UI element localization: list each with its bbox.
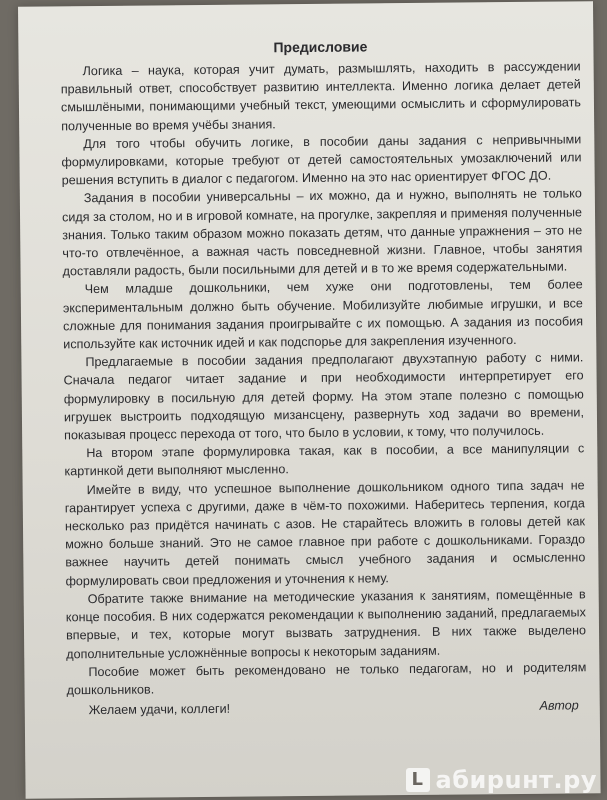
paragraph-6: На втором этапе формулировка такая, как в пособии, а все манипуляции с картинкой дети выполняют мысленно.	[64, 441, 585, 479]
watermark	[406, 766, 597, 794]
page-content	[60, 35, 586, 719]
closing-greeting: Желаем удачи, коллеги!	[88, 701, 231, 718]
closing-row	[67, 696, 587, 719]
page-title: Предисловие	[273, 38, 368, 56]
paragraph-2: Для того чтобы обучить логике, в пособии даны задания с непривычными формулировками, которые требуют от детей самостоятельных умозаключений или решения вступить в диалог с педагогом. Именно на это нас ориентирует ФГОС ДО.	[61, 132, 582, 188]
paragraph-3: Задания в пособии универсальны – их можно, да и нужно, выполнять не только сидя за столом, но и в игровой комнате, на прогулке, закрепляя и применяя полученные знания. Только таким образом можно показать детям, что данные упражнения – это не что-то отвлечённое, а важная часть повседневной жизни. Главное, чтобы занятия доставляли радость, были посильными для детей и в то же время содержательными.	[61, 186, 583, 279]
paragraph-8: Обратите также внимание на методические указания к занятиям, помещённые в конце пособия. В них содержатся рекомендации к выполнению заданий, предлагаемых впервые, и тех, которые могут вызвать затруднения. В них также выделено дополнительные усложнённые вопросы к некоторым заданиям.	[65, 587, 587, 661]
author-signature: Автор	[539, 698, 579, 713]
paragraph-5: Предлагаемые в пособии задания предполагают двухэтапную работу с ними. Сначала педагог читает задание и при необходимости интерпретирует его формулировку в посильную для детей форму. На этом этапе полезно с помощью игрушек выстроить подходящую мизансцену, развернуть ход задачи во времени, показывая процесс перехода от того, что было в условии, к тому, что получилось.	[63, 350, 584, 443]
book-page	[18, 1, 601, 798]
paragraph-7: Имейте в виду, что успешное выполнение дошкольником одного типа задач не гарантирует успеха с другими, даже в чём-то похожими. Наберитесь терпения, когда несколько раз придётся начинать с азов. Не старайтесь вложить в головы детей как можно больше знаний. Это не самое главное при работе с дошкольниками. Гораздо важнее научить детей понимать смысл учебного задания и осмысленно формулировать свои предложения и уточнения к нему.	[64, 478, 586, 589]
paragraph-9: Пособие может быть рекомендовано не только педагогам, но и родителям дошкольников.	[66, 660, 587, 698]
labirint-logo-icon: L	[406, 768, 430, 792]
paragraph-4: Чем младше дошкольники, чем хуже они подготовлены, тем более экспериментальным должно быть обучение. Мобилизуйте любимые игрушки, и все сложные для понимания задания проигрывайте с их помощью. А задания из пособия используйте как источник идей и как подспорье для закрепления изученного.	[62, 277, 584, 352]
paragraph-1: Логика – наука, которая учит думать, размышлять, находить в рассуждении правильный ответ, способствует развитию интеллекта. Именно логика делает детей смышлёными, понимающими учебный текст, умеющими осмыслить и сформулировать полученные во время учёбы знания.	[60, 59, 582, 133]
watermark-text: абирuнт.ру	[435, 766, 597, 794]
